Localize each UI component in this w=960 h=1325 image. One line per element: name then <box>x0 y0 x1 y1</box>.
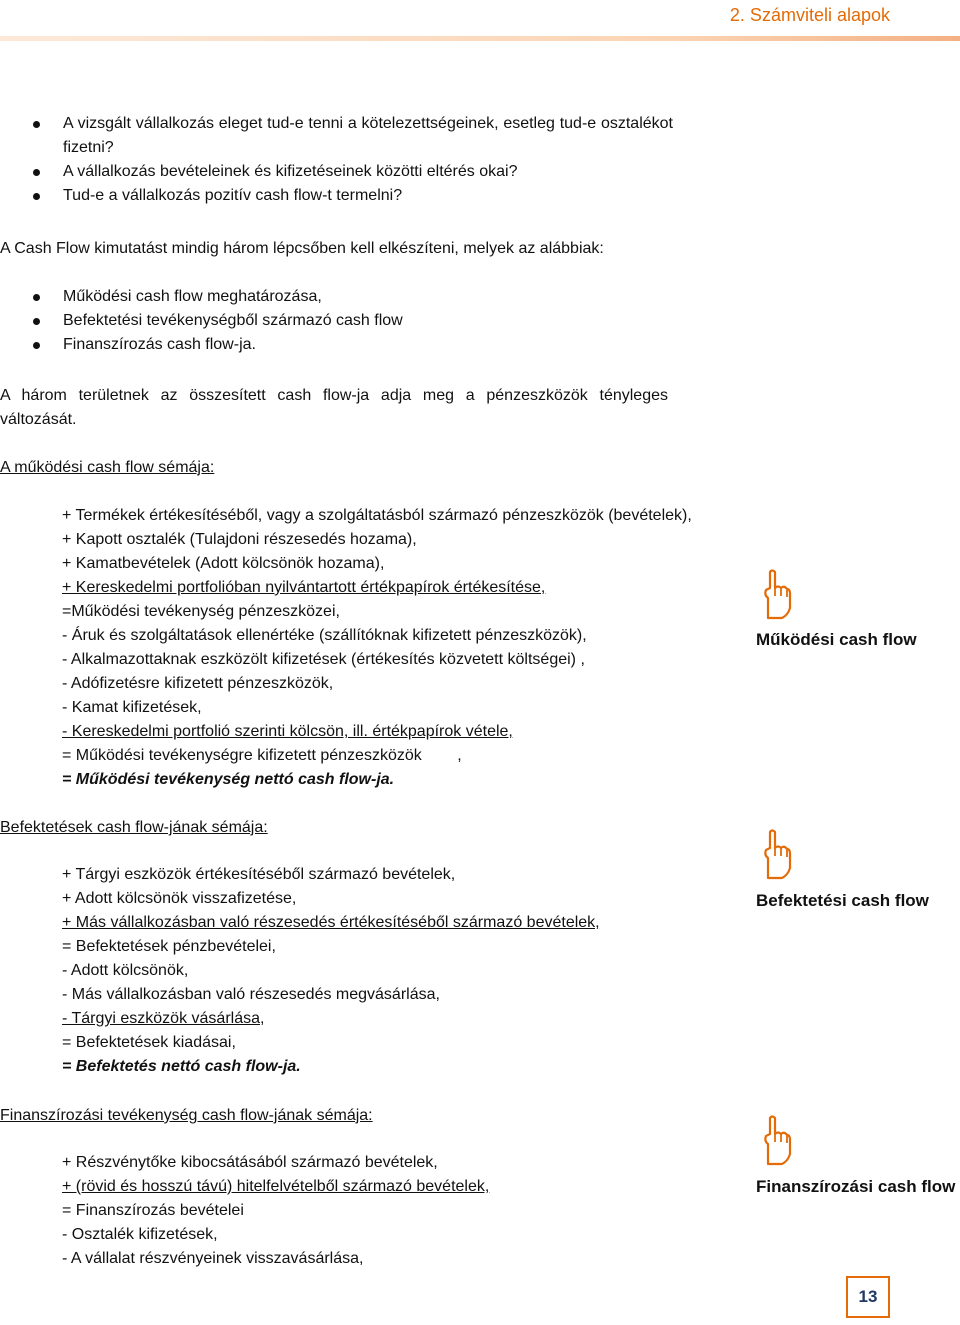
operating-lines <box>62 504 692 792</box>
operating-line: =Működési tevékenység pénzeszközei, <box>62 603 340 620</box>
steps-list <box>0 285 673 357</box>
financing-line: + Részvénytőke kibocsátásából származó bevételek, <box>62 1154 438 1171</box>
list-item: Tud-e a vállalkozás pozitív cash flow-t termelni? <box>0 184 673 208</box>
financing-line: = Finanszírozás bevételei <box>62 1202 244 1219</box>
financing-line: - Osztalék kifizetések, <box>62 1226 218 1243</box>
operating-side-label: Működési cash flow <box>756 630 917 649</box>
list-item: Finanszírozás cash flow-ja. <box>0 333 673 357</box>
pointing-hand-icon <box>756 828 792 880</box>
operating-line: + Kereskedelmi portfolióban nyilvántartott értékpapírok értékesítése, <box>62 579 546 596</box>
summary-paragraph: A három területnek az összesített cash flow-ja adja meg a pénzeszközök tényleges változását. <box>0 387 668 428</box>
header-rule <box>0 36 960 41</box>
list-item: Működési cash flow meghatározása, <box>0 285 673 309</box>
operating-total: = Működési tevékenység nettó cash flow-ja. <box>62 771 395 788</box>
list-item: A vizsgált vállalkozás eleget tud-e tenni a kötelezettségeinek, esetleg tud-e osztalékot fizetni? <box>0 112 673 160</box>
intro-paragraph: A Cash Flow kimutatást mindig három lépcsőben kell elkészíteni, melyek az alábbiak: <box>0 240 604 257</box>
operating-line: - Áruk és szolgáltatások ellenértéke (szállítóknak kifizetett pénzeszközök), <box>62 627 587 644</box>
operating-line: = Működési tevékenységre kifizetett pénzeszközök , <box>62 747 462 764</box>
operating-line: + Kamatbevételek (Adott kölcsönök hozama), <box>62 555 385 572</box>
investing-lines <box>62 863 600 1079</box>
investing-line: + Adott kölcsönök visszafizetése, <box>62 890 297 907</box>
bullet-icon <box>33 294 40 301</box>
financing-heading: Finanszírozási tevékenység cash flow-jának sémája: <box>0 1107 373 1124</box>
financing-side-label: Finanszírozási cash flow <box>756 1177 956 1196</box>
operating-line: - Adófizetésre kifizetett pénzeszközök, <box>62 675 334 692</box>
operating-line: - Alkalmazottaknak eszközölt kifizetések (értékesítés közvetett költségei) , <box>62 651 585 668</box>
operating-heading: A működési cash flow sémája: <box>0 459 215 476</box>
page-number: 13 <box>846 1276 890 1318</box>
financing-lines <box>62 1151 489 1271</box>
bullet-icon <box>33 193 40 200</box>
bullet-icon <box>33 169 40 176</box>
investing-line: - Más vállalkozásban való részesedés megvásárlása, <box>62 986 440 1003</box>
operating-line: - Kamat kifizetések, <box>62 699 202 716</box>
operating-line: + Termékek értékesítéséből, vagy a szolgáltatásból származó pénzeszközök (bevételek), <box>62 507 692 524</box>
financing-line: - A vállalat részvényeinek visszavásárlása, <box>62 1250 364 1267</box>
investing-line: + Tárgyi eszközök értékesítéséből származó bevételek, <box>62 866 456 883</box>
question-list <box>0 112 673 208</box>
bullet-icon <box>33 318 40 325</box>
investing-line: + Más vállalkozásban való részesedés értékesítéséből származó bevételek, <box>62 914 600 931</box>
operating-line: + Kapott osztalék (Tulajdoni részesedés hozama), <box>62 531 417 548</box>
investing-side-label: Befektetési cash flow <box>756 891 929 910</box>
investing-total: = Befektetés nettó cash flow-ja. <box>62 1058 301 1075</box>
pointing-hand-icon <box>756 568 792 620</box>
operating-line: - Kereskedelmi portfolió szerinti kölcsön, ill. értékpapírok vétele, <box>62 723 513 740</box>
bullet-icon <box>33 121 40 128</box>
investing-line: = Befektetések pénzbevételei, <box>62 938 276 955</box>
list-item: Befektetési tevékenységből származó cash flow <box>0 309 673 333</box>
list-item: A vállalkozás bevételeinek és kifizetéseinek közötti eltérés okai? <box>0 160 673 184</box>
investing-line: - Tárgyi eszközök vásárlása, <box>62 1010 265 1027</box>
financing-line: + (rövid és hosszú távú) hitelfelvételből származó bevételek, <box>62 1178 490 1195</box>
investing-heading: Befektetések cash flow-jának sémája: <box>0 819 268 836</box>
bullet-icon <box>33 342 40 349</box>
investing-line: = Befektetések kiadásai, <box>62 1034 236 1051</box>
chapter-title: 2. Számviteli alapok <box>729 5 890 25</box>
pointing-hand-icon <box>756 1114 792 1166</box>
investing-line: - Adott kölcsönök, <box>62 962 189 979</box>
